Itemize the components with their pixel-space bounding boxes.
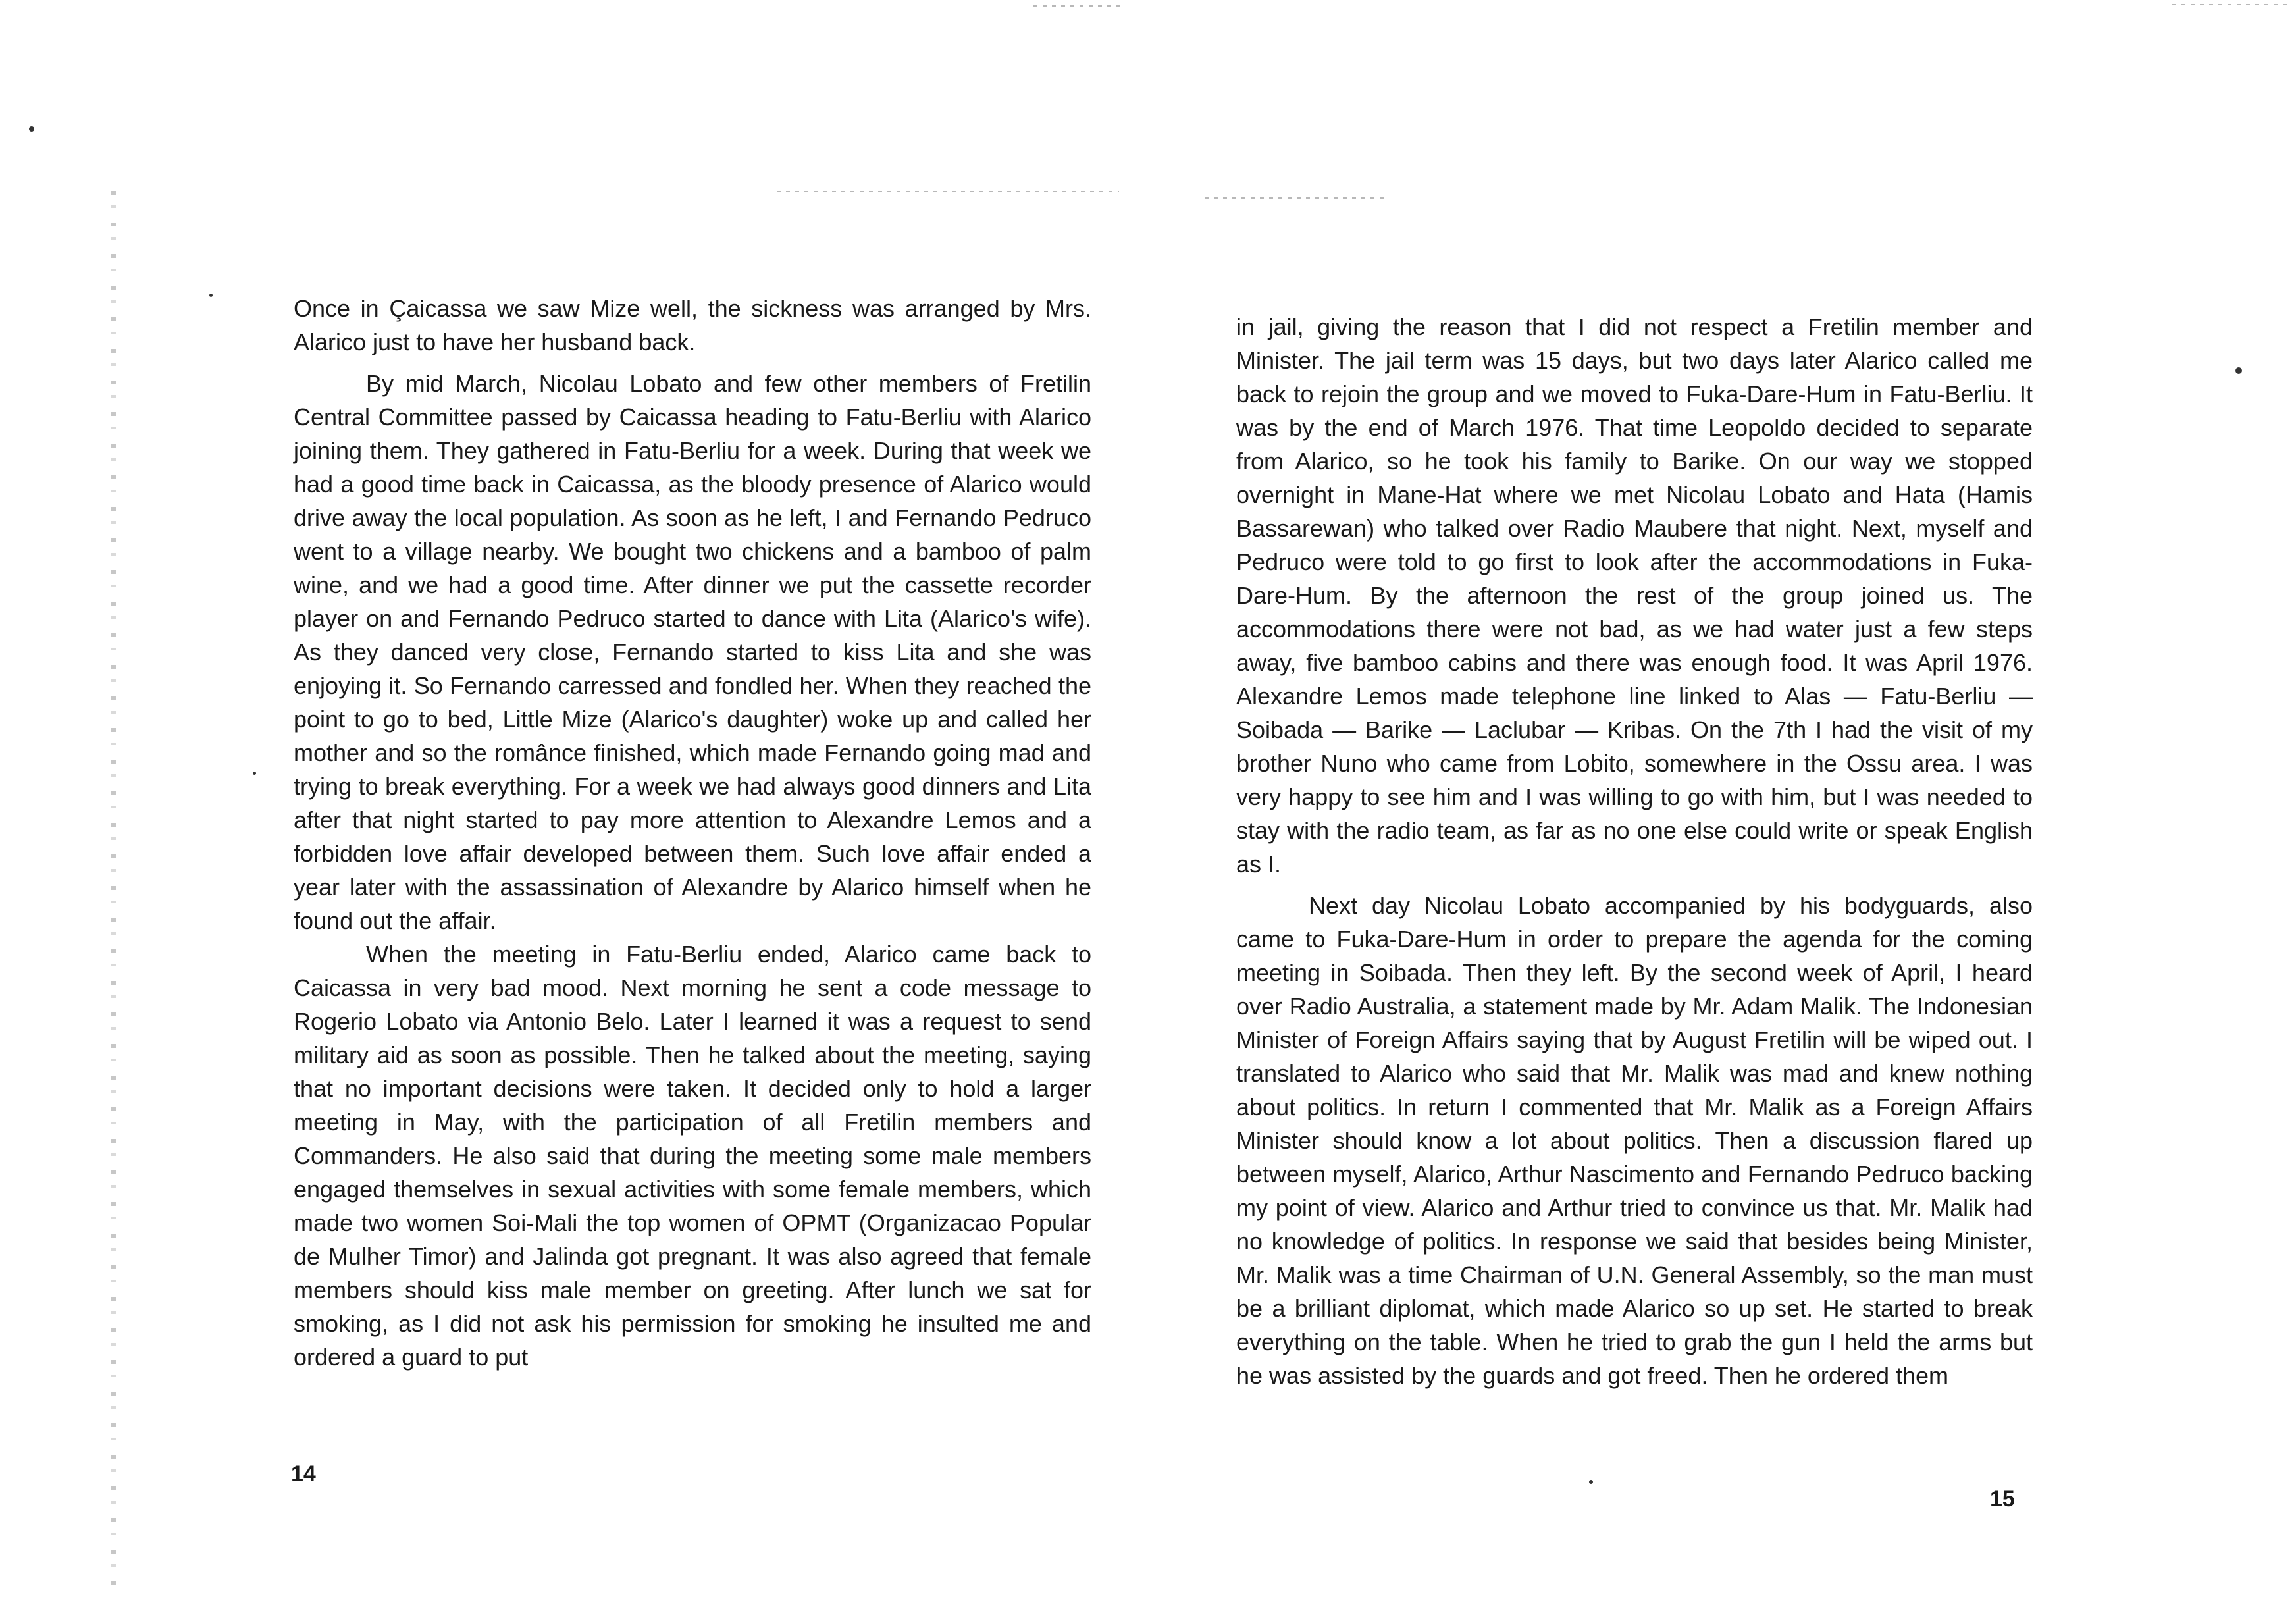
right-paragraph-2: Next day Nicolau Lobato accompanied by his bodyguards, also came to Fuka-Dare-Hum in order to prepare the agenda for the coming meeting in Soibada. Then they left. By the second week of April, I heard over Radio Australia, a statement made by Mr. Adam Malik. The Indonesian Minister of Foreign Affairs saying that by August Fretilin will be wiped out. I translated to Alarico who said that Mr. Malik was mad and knew nothing about politics. In return I commented that Mr. Malik as a Foreign Affairs Minister should know a lot about politics. Then a discussion flared up between myself, Alarico, Arthur Nascimento and Fernando Pedruco backing my point of view. Alarico and Arthur tried to convince us that. Mr. Malik had no knowledge of politics. In response we said that besides being Minister, Mr. Malik was a time Chairman of U.N. General Assembly, so the man must be a brilliant diplomat, which made Alarico so up set. He started to break everything on the table. When he tried to grab the gun I held the arms but he was assisted by the guards and got freed. Then he ordered them <box>1236 892 2033 1389</box>
right-page-text <box>1236 310 2033 1392</box>
scan-artifact <box>1033 5 1126 7</box>
left-paragraph-1: Once in Çaicassa we saw Mize well, the sickness was arranged by Mrs. Alarico just to have her husband back. <box>294 295 1091 355</box>
page-number-right: 15 <box>1990 1486 2015 1511</box>
left-page-text <box>294 292 1091 1374</box>
scan-speck <box>1589 1480 1593 1484</box>
scan-speck <box>29 126 34 132</box>
scan-speck <box>253 772 256 775</box>
scan-artifact <box>777 191 1119 192</box>
scan-speck <box>2235 367 2242 374</box>
binding-shadow <box>111 191 116 1593</box>
scan-artifact <box>1205 197 1389 199</box>
left-paragraph-3: When the meeting in Fatu-Berliu ended, Alarico came back to Caicassa in very bad mood. Next morning he sent a code message to Rogerio Lobato via Antonio Belo. Later I learned it was a request to send military aid as soon as possible. Then he talked about the meeting, saying that no important decisions were taken. It decided only to hold a larger meeting in May, with the participation of all Fretilin members and Commanders. He also said that during the meeting some male members engaged themselves in sexual activities with some female members, which made two women Soi-Mali the top women of OPMT (Organizacao Popular de Mulher Timor) and Jalinda got pregnant. It was also agreed that female members should kiss male member on greeting. After lunch we sat for smoking, as I did not ask his permission for smoking he insulted me and ordered a guard to put <box>294 941 1091 1371</box>
right-paragraph-1: in jail, giving the reason that I did not respect a Fretilin member and Minister. The jail term was 15 days, but two days later Alarico called me back to rejoin the group and we moved to Fuka-Dare-Hum in Fatu-Berliu. It was by the end of March 1976. That time Leopoldo decided to separate from Alarico, so he took his family to Barike. On our way we stopped overnight in Mane-Hat where we met Nicolau Lobato and Hata (Hamis Bassarewan) who talked over Radio Maubere that night. Next, myself and Pedruco were told to go first to look after the accommodations in Fuka-Dare-Hum. By the afternoon the rest of the group joined us. The accommodations there were not bad, as we had water just a few steps away, five bamboo cabins and there was enough food. It was April 1976. Alexandre Lemos made telephone line linked to Alas — Fatu-Berliu — Soibada — Barike — Laclubar — Kribas. On the 7th I had the visit of my brother Nuno who came from Lobito, somewhere in the Ossu area. I was very happy to see him and I was willing to go with him, but I was needed to stay with the radio team, as far as no one else could write or speak English as I. <box>1236 313 2033 878</box>
scan-artifact <box>2172 4 2291 5</box>
page-number-left: 14 <box>291 1461 316 1486</box>
scan-speck <box>209 294 213 297</box>
left-paragraph-2: By mid March, Nicolau Lobato and few other members of Fretilin Central Committee passed by Caicassa heading to Fatu-Berliu with Alarico joining them. They gathered in Fatu-Berliu for a week. During that week we had a good time back in Caicassa, as the bloody presence of Alarico would drive away the local population. As soon as he left, I and Fernando Pedruco went to a village nearby. We bought two chickens and a bamboo of palm wine, and we had a good time. After dinner we put the cassette recorder player on and Fernando Pedruco started to dance with Lita (Alarico's wife). As they danced very close, Fernando started to kiss Lita and she was enjoying it. So Fernando carressed and fondled her. When they reached the point to go to bed, Little Mize (Alarico's daughter) woke up and called her mother and so the românce finished, which made Fernando going mad and trying to break everything. For a week we had always good dinners and Lita after that night started to pay more attention to Alexandre Lemos and a forbidden love affair developed between them. Such love affair ended a year later with the assassination of Alexandre by Alarico himself when he found out the affair. <box>294 370 1091 934</box>
